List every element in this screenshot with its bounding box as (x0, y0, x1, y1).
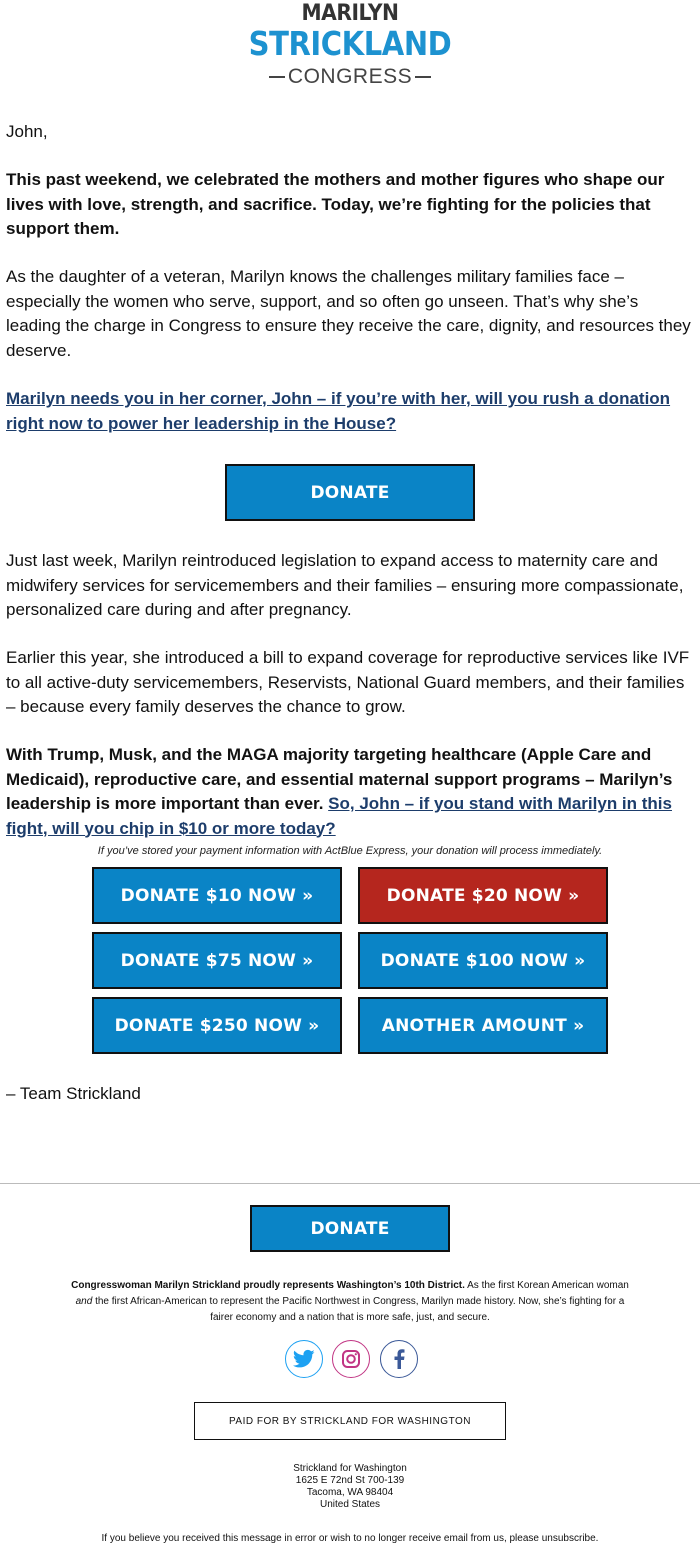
donation-link[interactable]: Marilyn needs you in her corner, John – if you’re with her, will you rush a donation right now to power her leadership in the House? (6, 389, 671, 433)
signoff: – Team Strickland (6, 1084, 141, 1103)
footer-about (70, 1278, 630, 1326)
address-line: Tacoma, WA 98404 (306, 1487, 394, 1498)
logo-dash-right (415, 76, 431, 78)
footer-about-and: and (75, 1296, 93, 1307)
paragraph-maternity: Just last week, Marilyn reintroduced legislation to expand access to maternity care and midwifery services for servicemembers and their families – ensuring more compassionate, personalized care during and after pregnancy. (6, 551, 684, 619)
logo-dash-left (269, 76, 285, 78)
address-line: Strickland for Washington (293, 1463, 407, 1474)
donate-250-button[interactable]: DONATE $250 NOW » (92, 997, 342, 1054)
address-line: 1625 E 72nd St 700-139 (295, 1475, 405, 1486)
social-links (0, 1340, 700, 1382)
paid-for-disclaimer: PAID FOR BY STRICKLAND FOR WASHINGTON (194, 1402, 506, 1440)
twitter-icon[interactable] (285, 1340, 323, 1378)
greeting: John, (6, 122, 48, 141)
footer-about-text-2: the first African-American to represent the Pacific Northwest in Congress, Marilyn made history. Now, she’s fighting for a fairer economy and a nation that is more safe, just, and secure. (92, 1296, 625, 1323)
campaign-logo (0, 0, 700, 100)
paragraph-maga (6, 743, 696, 841)
mailing-address (0, 1463, 700, 1511)
footer-donate-button[interactable]: DONATE (250, 1205, 450, 1252)
facebook-icon[interactable] (380, 1340, 418, 1378)
another-amount-button[interactable]: ANOTHER AMOUNT » (358, 997, 608, 1054)
chip-in-link[interactable]: So, John – if you stand with Marilyn in this fight, will you chip in $10 or more today? (6, 794, 672, 838)
maga-bold-text: With Trump, Musk, and the MAGA majority targeting healthcare (Apple Care and Medicaid), reproductive care, and essential maternal support programs – Marilyn’s leadership is more important than ever. (6, 745, 673, 813)
paragraph-veteran: As the daughter of a veteran, Marilyn knows the challenges military families face – especially the women who serve, support, and so often go unseen. That’s why she’s leading the charge in Congress to ensure they receive the care, dignity, and resources they deserve. (6, 267, 691, 360)
donate-10-button[interactable]: DONATE $10 NOW » (92, 867, 342, 924)
logo-subtitle-text: CONGRESS (287, 65, 413, 88)
paragraph-ivf: Earlier this year, she introduced a bill to expand coverage for reproductive services like IVF to all active-duty servicemembers, Reservists, National Guard members, and their families – because every family deserves the chance to grow. (6, 648, 690, 716)
address-line: United States (319, 1499, 381, 1510)
footer-about-bold: Congresswoman Marilyn Strickland proudly represents Washington’s 10th District. (71, 1280, 465, 1291)
footer-about-text-1: As the first Korean American woman (464, 1280, 629, 1291)
unsubscribe-text[interactable]: If you believe you received this message in error or wish to no longer receive email from us, please unsubscribe. (101, 1533, 599, 1544)
logo-subtitle (0, 65, 700, 89)
instagram-icon[interactable] (332, 1340, 370, 1378)
cta-paragraph (6, 387, 696, 436)
logo-first-name: MARILYN (301, 1, 399, 26)
logo-last-name: STRICKLAND (248, 24, 452, 63)
intro-bold: This past weekend, we celebrated the mothers and mother figures who shape our lives with love, strength, and sacrifice. Today, we’re fighting for the policies that support them. (6, 170, 665, 238)
actblue-express-note: If you’ve stored your payment information with ActBlue Express, your donation will process immediately. (97, 845, 603, 857)
donate-button[interactable]: DONATE (225, 464, 475, 521)
donate-100-button[interactable]: DONATE $100 NOW » (358, 932, 608, 989)
donate-20-button[interactable]: DONATE $20 NOW » (358, 867, 608, 924)
footer-divider (0, 1183, 700, 1184)
donate-75-button[interactable]: DONATE $75 NOW » (92, 932, 342, 989)
